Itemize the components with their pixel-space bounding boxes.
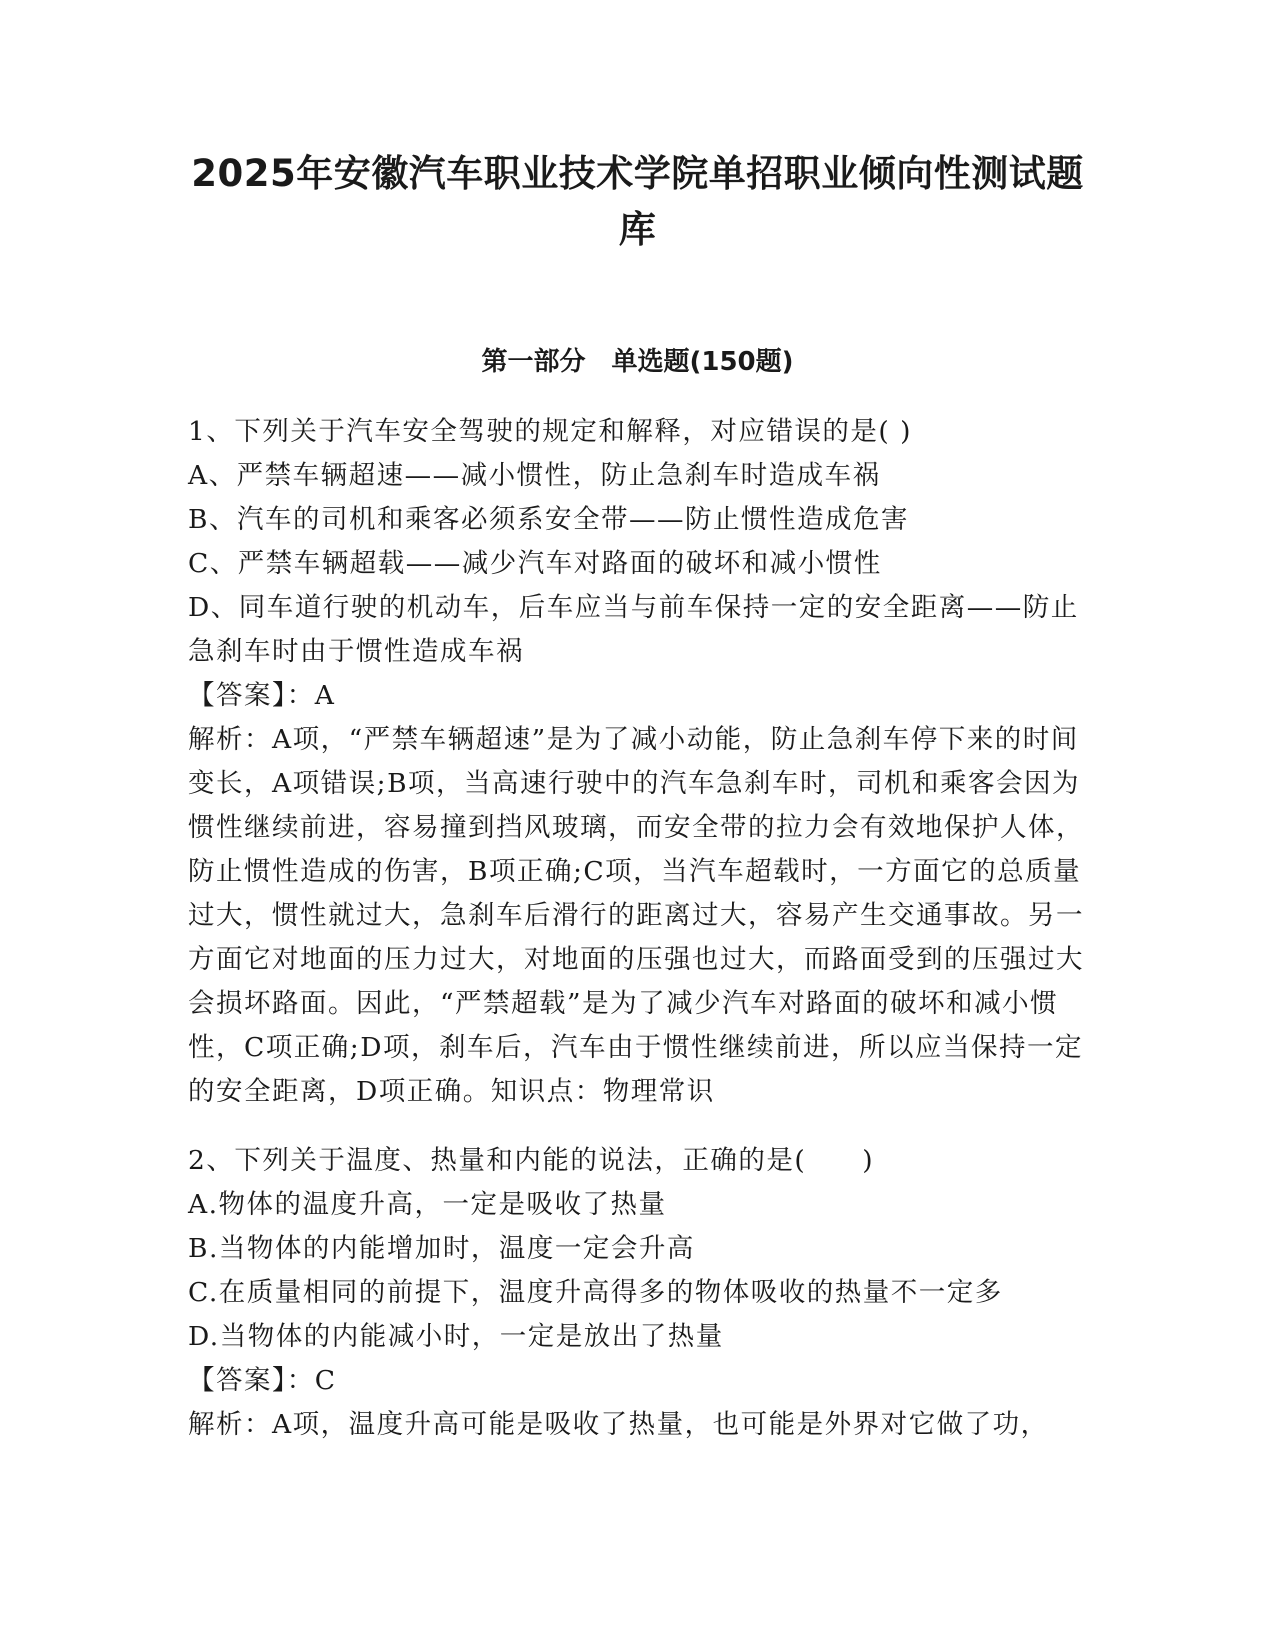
option-a: A、严禁车辆超速——减小惯性，防止急刹车时造成车祸 — [188, 460, 881, 491]
analysis-text: 解析：A项，“严禁车辆超速”是为了减小动能，防止急刹车停下来的时间变长，A项错误;B项，当高速行驶中的汽车急刹车时，司机和乘客会因为惯性继续前进，容易撞到挡风玻璃，而安全带的拉力会有效地保护人体，防止惯性造成的伤害，B项正确;C项，当汽车超载时，一方面它的总质量过大，惯性就过大，急刹车后滑行的距离过大，容易产生交通事故。另一方面它对地面的压力过大，对地面的压强也过大，而路面受到的压强过大会损坏路面。因此，“严禁超载”是为了减少汽车对路面的破坏和减小惯性，C项正确;D项，刹车后，汽车由于惯性继续前进，所以应当保持一定的安全距离，D项正确。知识点：物理常识 — [188, 724, 1084, 1107]
title-line-1: 2025年安徽汽车职业技术学院单招职业倾向性测试题 — [191, 152, 1084, 195]
question-stem: 2、下列关于温度、热量和内能的说法，正确的是( ) — [188, 1145, 875, 1176]
option-d: D.当物体的内能减小时，一定是放出了热量 — [188, 1321, 724, 1352]
section-heading: 第一部分 单选题(150题) — [481, 347, 794, 377]
title-line-2: 库 — [618, 208, 657, 251]
option-c: C、严禁车辆超载——减少汽车对路面的破坏和减小惯性 — [188, 548, 882, 579]
question-stem: 1、下列关于汽车安全驾驶的规定和解释，对应错误的是( ) — [188, 416, 912, 447]
answer-line: 【答案】：A — [188, 680, 336, 711]
option-d: D、同车道行驶的机动车，后车应当与前车保持一定的安全距离——防止急刹车时由于惯性造成车祸 — [188, 592, 1079, 667]
document-title — [160, 146, 1115, 258]
question-1 — [188, 410, 1088, 1114]
question-2 — [188, 1139, 1088, 1447]
option-a: A.物体的温度升高，一定是吸收了热量 — [188, 1189, 667, 1220]
option-b: B、汽车的司机和乘客必须系安全带——防止惯性造成危害 — [188, 504, 909, 535]
question-list — [188, 410, 1088, 1472]
analysis-text: 解析：A项，温度升高可能是吸收了热量，也可能是外界对它做了功， — [188, 1409, 1049, 1440]
answer-line: 【答案】：C — [188, 1365, 337, 1396]
option-b: B.当物体的内能增加时，温度一定会升高 — [188, 1233, 695, 1264]
option-c: C.在质量相同的前提下，温度升高得多的物体吸收的热量不一定多 — [188, 1277, 1003, 1308]
